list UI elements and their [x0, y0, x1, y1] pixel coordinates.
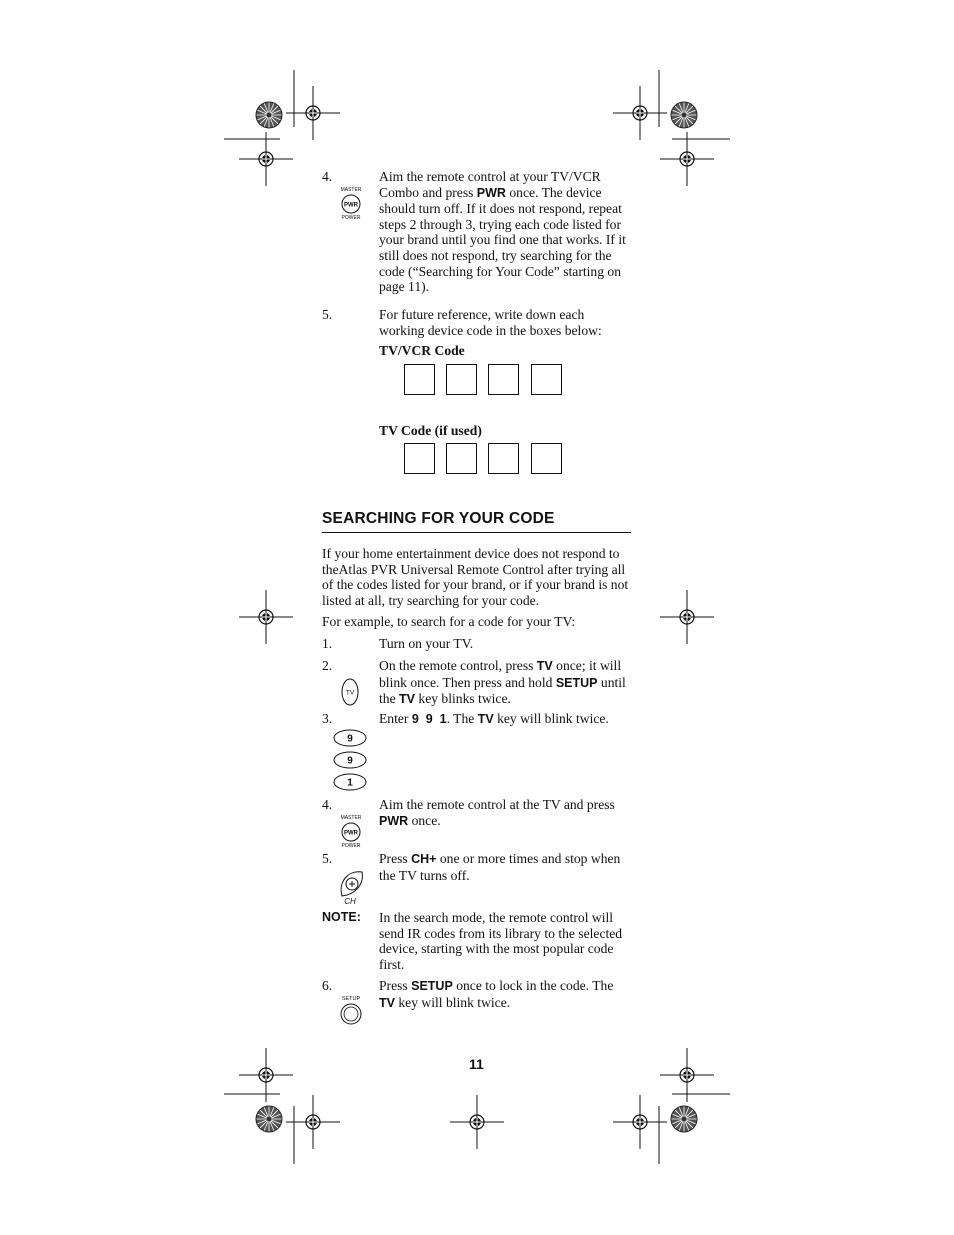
svg-text:POWER: POWER — [341, 215, 361, 221]
page-number: 11 — [469, 1056, 484, 1072]
search-step-6-text: Press SETUP once to lock in the code. The TV key will blink twice. — [379, 978, 614, 1010]
note-label: NOTE: — [322, 910, 361, 924]
digit-keys-icon — [333, 729, 367, 793]
svg-text:PWR: PWR — [344, 830, 358, 837]
step-4-number: 4. — [322, 169, 333, 184]
tv-key-icon — [340, 677, 360, 707]
step-5-number: 5. — [322, 307, 333, 322]
section-intro: If your home entertainment device does not respond to theAtlas PVR Universal Remote Control after trying all of the codes listed for your brand, or if your brand is not listed at all, try searching for your code. — [322, 546, 629, 608]
pwr-key-label: PWR — [476, 185, 506, 200]
tv-code-box-1 — [404, 443, 435, 474]
step-5-text: For future reference, write down each working device code in the boxes below: — [379, 307, 602, 338]
setup-key-icon — [337, 994, 365, 1026]
svg-text:CH: CH — [344, 897, 356, 906]
code-box-3 — [488, 364, 519, 395]
svg-text:PWR: PWR — [344, 202, 358, 209]
note-text: In the search mode, the remote control will send IR codes from its library to the selected device, starting with the most popular code first. — [379, 910, 623, 972]
svg-text:SETUP: SETUP — [341, 996, 361, 1002]
tv-code-box-4 — [531, 443, 562, 474]
code-box-4 — [531, 364, 562, 395]
svg-text:MASTER: MASTER — [340, 815, 362, 821]
master-power-icon-2 — [335, 814, 365, 848]
channel-up-icon — [336, 868, 366, 906]
search-step-2-number: 2. — [322, 658, 333, 673]
svg-text:MASTER: MASTER — [340, 187, 362, 193]
search-step-1-text: Turn on your TV. — [379, 636, 474, 651]
search-step-3-text: Enter 9 9 1. The TV key will blink twice. — [379, 711, 609, 726]
search-step-4-number: 4. — [322, 797, 333, 812]
search-step-2-text: On the remote control, press TV once; it will blink once. Then press and hold SETUP until the TV key blinks twice. — [379, 658, 626, 707]
digit-key-9-second: 9 — [347, 755, 353, 767]
heading-rule — [322, 532, 631, 533]
search-step-3-number: 3. — [322, 711, 333, 726]
tv-code-box-3 — [488, 443, 519, 474]
section-example: For example, to search for a code for your TV: — [322, 614, 576, 629]
svg-text:TV: TV — [345, 689, 355, 697]
search-step-5-text: Press CH+ one or more times and stop when the TV turns off. — [379, 851, 621, 883]
digit-key-1: 1 — [347, 777, 353, 789]
tv-vcr-code-label: TV/VCR Code — [379, 343, 465, 358]
search-step-5-number: 5. — [322, 851, 333, 866]
tv-code-box-2 — [446, 443, 477, 474]
code-box-1 — [404, 364, 435, 395]
master-power-icon — [335, 186, 365, 220]
svg-text:POWER: POWER — [341, 843, 361, 849]
search-step-6-number: 6. — [322, 978, 333, 993]
search-step-4-text: Aim the remote control at the TV and press PWR once. — [379, 797, 615, 828]
code-box-2 — [446, 364, 477, 395]
step-4-text: Aim the remote control at your TV/VCR Combo and press PWR once. The device should turn off. If it does not respond, repeat steps 2 through 3, trying each code listed for your brand until you find one that works. If it still does not respond, try searching for the code (“Searching for Your Code” starting on page 11). — [379, 169, 626, 295]
tv-code-label: TV Code (if used) — [379, 423, 482, 438]
section-heading: SEARCHING FOR YOUR CODE — [322, 510, 555, 527]
digit-key-9-first: 9 — [347, 733, 353, 745]
search-step-1-number: 1. — [322, 636, 333, 651]
